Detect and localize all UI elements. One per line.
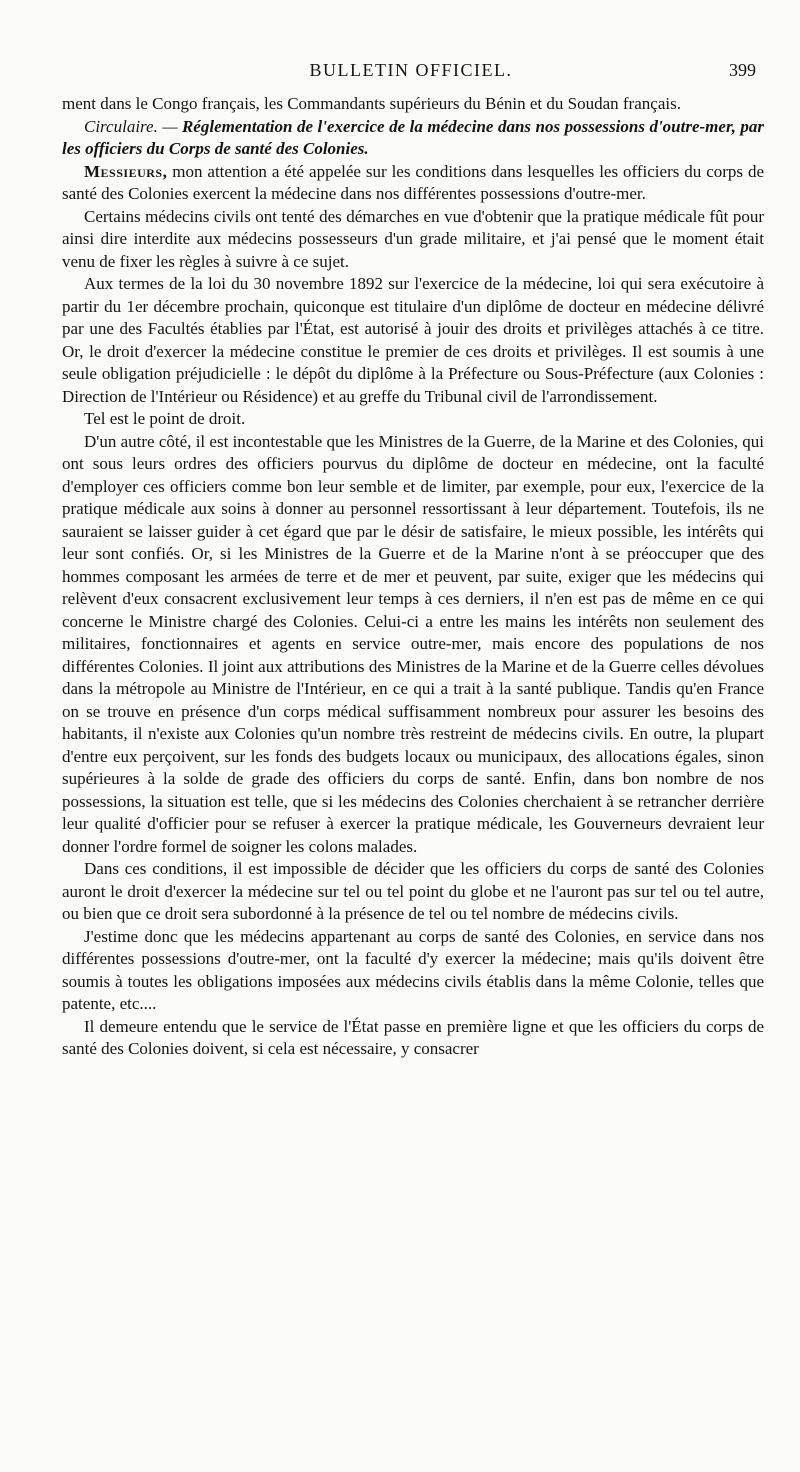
- circular-label: Circulaire. —: [84, 116, 178, 136]
- paragraph-7: J'estime donc que les médecins appartenant au corps de santé des Colonies, en service dans nos différentes possessions d'outre-mer, ont la faculté d'y exercer la médecine; mais qu'ils doivent être soumis à toutes les obligations imposées aux médecins civils établis dans la même Colonie, telles que patente, etc....: [62, 926, 764, 1013]
- page-body: [62, 93, 764, 1061]
- paragraph-3: Aux termes de la loi du 30 novembre 1892 sur l'exercice de la médecine, loi qui sera exécutoire à partir du 1er décembre prochain, quiconque est titulaire d'un diplôme de docteur en médecine délivré par une des Facultés établies par l'État, est autorisé à jouir des droits et privilèges attachés à ce titre. Or, le droit d'exercer la médecine constitue le premier de ces droits et privilèges. Il est soumis à une seule obligation préjudicielle : le dépôt du diplôme à la Préfecture ou Sous-Préfecture (aux Colonies : Direction de l'Intérieur ou Résidence) et au greffe du Tribunal civil de l'arrondissement.: [62, 274, 764, 406]
- paragraph-1-text: mon attention a été appelée sur les conditions dans lesquelles les officiers du corps de santé des Colonies exercent la médecine dans nos différentes possessions d'outre-mer.: [62, 161, 764, 203]
- page-number: 399: [729, 60, 756, 80]
- paragraph-5: D'un autre côté, il est incontestable que les Ministres de la Guerre, de la Marine et des Colonies, qui ont sous leurs ordres des officiers pourvus du diplôme de docteur en médecine, ont la faculté d'employer ces officiers comme bon leur semble et de limiter, par exemple, pour eux, l'exercice de la pratique médicale aux soins à donner au personnel ressortissant à leur département. Toutefois, ils ne sauraient se laisser guider à cet égard que par le désir de satisfaire, le mieux possible, les intérêts qui leur sont confiés. Or, si les Ministres de la Guerre et de la Marine n'ont à se préoccuper que des hommes composant les armées de terre et de mer et peuvent, par suite, exiger que les médecins qui relèvent d'eux consacrent exclusivement leur temps à ces derniers, il n'en est pas de même en ce qui concerne le Ministre chargé des Colonies. Celui-ci a entre les mains les intérêts non seulement des militaires, fonctionnaires et agents en service outre-mer, mais encore des populations de nos différentes Colonies. Il joint aux attributions des Ministres de la Marine et de la Guerre celles dévolues dans la métropole au Ministre de l'Intérieur, en ce qui a trait à la santé publique. Tandis qu'en France on se trouve en présence d'un corps médical suffisamment nombreux pour assurer les besoins des habitants, il n'existe aux Colonies qu'un nombre très restreint de médecins civils. En outre, la plupart d'entre eux perçoivent, sur les fonds des budgets locaux ou municipaux, des allocations égales, sinon supérieures à la solde de grade des officiers du corps de santé. Enfin, dans bon nombre de nos possessions, la situation est telle, que si les médecins des Colonies cherchaient à se retrancher derrière leur qualité d'officier pour se refuser à exercer la pratique médicale, les Gouverneurs devraient leur donner l'ordre formel de soigner les colons malades.: [62, 431, 764, 856]
- paragraph-6: Dans ces conditions, il est impossible de décider que les officiers du corps de santé des Colonies auront le droit d'exercer la médecine sur tel ou tel point du globe et ne l'auront pas sur tel ou tel autre, ou bien que ce droit sera subordonné à la présence de tel ou tel nombre de médecins civils.: [62, 859, 764, 923]
- circular-title: Réglementation de l'exercice de la médecine dans nos possessions d'outre-mer, par les officiers du Corps de santé des Colonies.: [62, 116, 764, 158]
- intro-continuation: ment dans le Congo français, les Commandants supérieurs du Bénin et du Soudan français.: [62, 94, 681, 113]
- paragraph-8: Il demeure entendu que le service de l'État passe en première ligne et que les officiers du corps de santé des Colonies doivent, si cela est nécessaire, y consacrer: [62, 1016, 764, 1058]
- running-title: BULLETIN OFFICIEL.: [309, 60, 513, 80]
- page-header: [62, 60, 760, 86]
- circular-heading: [62, 116, 764, 161]
- salutation: Messieurs,: [84, 161, 168, 181]
- paragraph-2: Certains médecins civils ont tenté des démarches en vue d'obtenir que la pratique médicale fût pour ainsi dire interdite aux médecins possesseurs d'un grade militaire, et j'ai pensé que le moment était venu de fixer les règles à suivre à ce sujet.: [62, 206, 764, 271]
- paragraph-4: Tel est le point de droit.: [84, 409, 246, 428]
- paragraph-1: [62, 161, 764, 206]
